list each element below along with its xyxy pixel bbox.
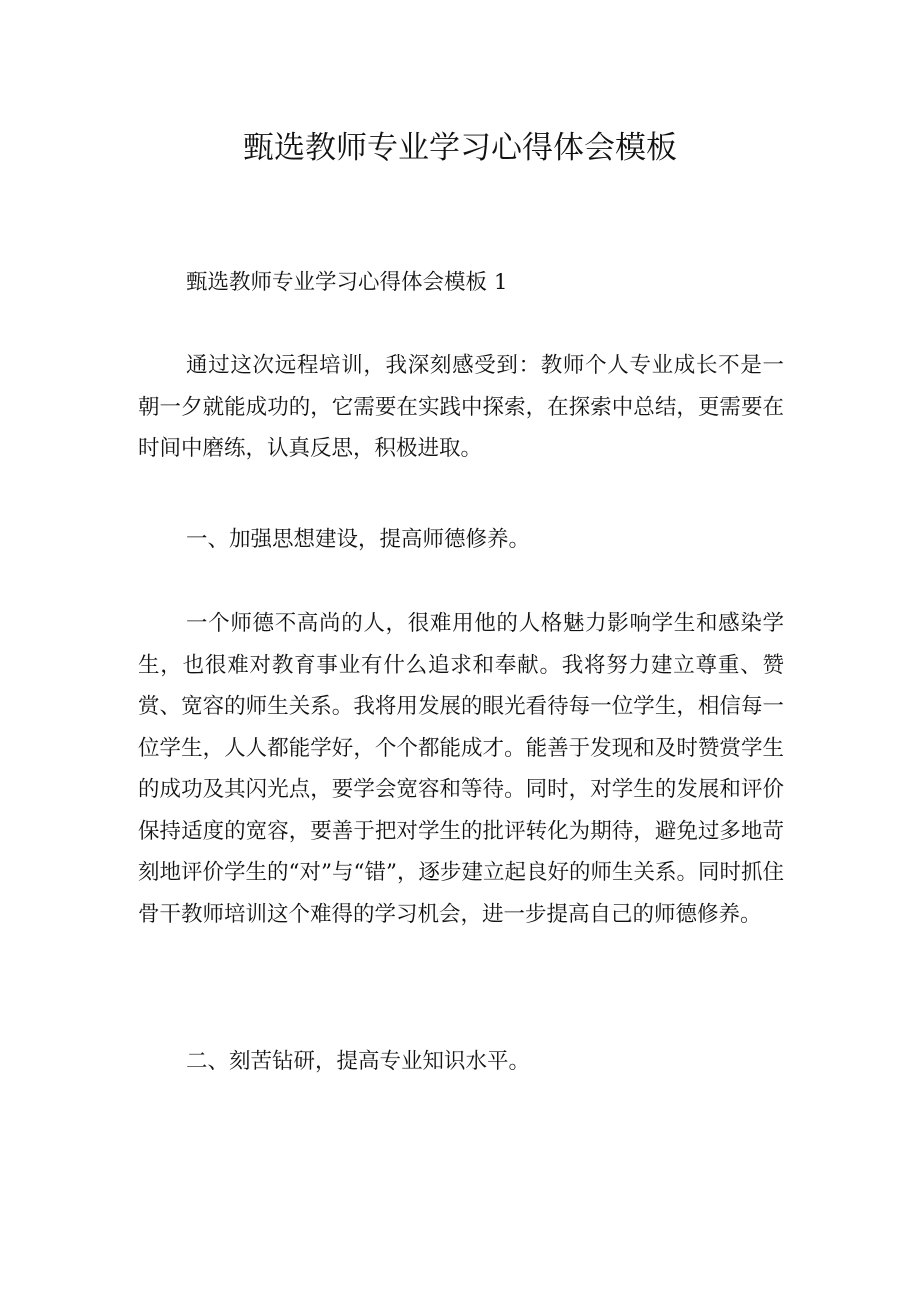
- section-heading-2: 二、刻苦钻研，提高专业知识水平。: [186, 1049, 531, 1074]
- document-title: 甄选教师专业学习心得体会模板: [243, 130, 677, 166]
- paragraph-teacher-ethics: 一个师德不高尚的人，很难用他的人格魅力影响学生和感染学生，也很难对教育事业有什么追求和奉献。我将努力建立尊重、赞赏、宽容的师生关系。我将用发展的眼光看待每一位学生，相信每一位学生，人人都能学好，个个都能成才。能善于发现和及时赞赏学生的成功及其闪光点，要学会宽容和等待。同时，对学生的发展和评价保持适度的宽容，要善于把对学生的批评转化为期待，避免过多地苛刻地评价学生的“对”与“错”，逐步建立起良好的师生关系。同时抓住骨干教师培训这个难得的学习机会，进一步提高自己的师德修养。: [138, 611, 784, 927]
- section-heading-1: 一、加强思想建设，提高师德修养。: [186, 527, 531, 552]
- paragraph-intro: 通过这次远程培训，我深刻感受到：教师个人专业成长不是一朝一夕就能成功的，它需要在实践中探索，在探索中总结，更需要在时间中磨练，认真反思，积极进取。: [138, 353, 784, 461]
- section-subtitle: 甄选教师专业学习心得体会模板 1: [186, 270, 508, 295]
